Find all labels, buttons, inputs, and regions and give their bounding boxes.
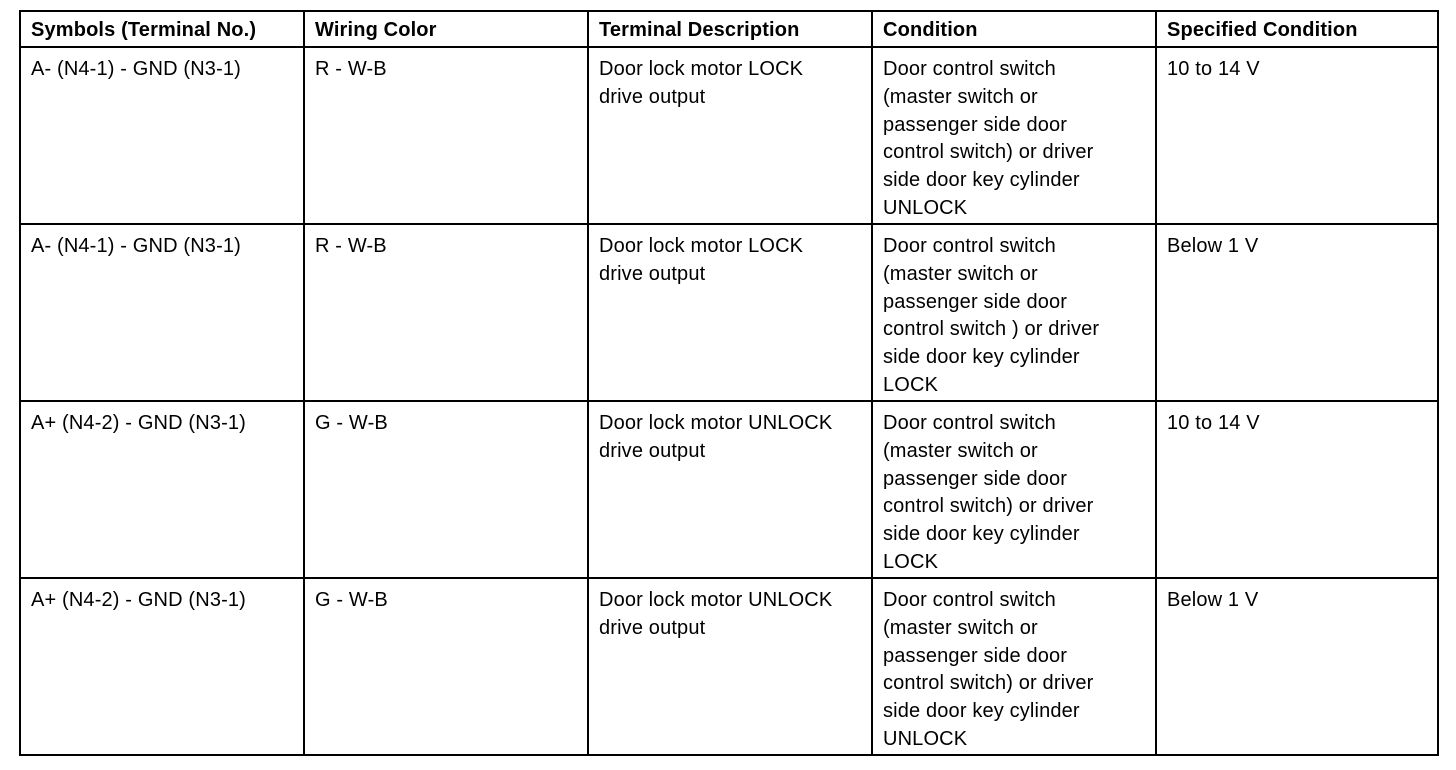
header-wiring-color: Wiring Color	[304, 11, 588, 47]
condition-text: Door control switch (master switch or passenger side door control switch) or driver side door key cylinder UNLOCK	[883, 589, 1094, 750]
terminal-description-text: Door lock motor UNLOCK drive output	[599, 412, 833, 462]
symbols-text: A- (N4-1) - GND (N3-1)	[31, 58, 241, 80]
cell-wiring-color	[304, 578, 588, 755]
condition-text: Door control switch (master switch or passenger side door control switch) or driver side door key cylinder UNLOCK	[883, 58, 1094, 219]
cell-specified-condition	[1156, 401, 1438, 578]
cell-specified-condition	[1156, 47, 1438, 224]
table-header	[20, 11, 1438, 47]
cell-wiring-color	[304, 401, 588, 578]
cell-condition	[872, 401, 1156, 578]
cell-terminal-description	[588, 47, 872, 224]
header-terminal-description: Terminal Description	[588, 11, 872, 47]
cell-specified-condition	[1156, 224, 1438, 401]
table-row	[20, 578, 1438, 755]
table-row	[20, 224, 1438, 401]
cell-symbols	[20, 401, 304, 578]
header-specified-condition: Specified Condition	[1156, 11, 1438, 47]
header-row	[20, 11, 1438, 47]
specified-condition-text: Below 1 V	[1167, 235, 1259, 257]
header-symbols: Symbols (Terminal No.)	[20, 11, 304, 47]
condition-text: Door control switch (master switch or passenger side door control switch ) or driver side door key cylinder LOCK	[883, 235, 1100, 396]
specified-condition-text: 10 to 14 V	[1167, 58, 1260, 80]
wiring-color-text: R - W-B	[315, 235, 387, 257]
cell-condition	[872, 47, 1156, 224]
table-body	[20, 47, 1438, 755]
cell-symbols	[20, 224, 304, 401]
cell-wiring-color	[304, 47, 588, 224]
symbols-text: A+ (N4-2) - GND (N3-1)	[31, 589, 246, 611]
wiring-color-text: G - W-B	[315, 412, 388, 434]
wiring-color-text: R - W-B	[315, 58, 387, 80]
cell-terminal-description	[588, 578, 872, 755]
terminal-description-text: Door lock motor UNLOCK drive output	[599, 589, 833, 639]
cell-wiring-color	[304, 224, 588, 401]
wiring-color-text: G - W-B	[315, 589, 388, 611]
header-condition: Condition	[872, 11, 1156, 47]
cell-terminal-description	[588, 224, 872, 401]
table-row	[20, 47, 1438, 224]
condition-text: Door control switch (master switch or passenger side door control switch) or driver side door key cylinder LOCK	[883, 412, 1094, 573]
cell-condition	[872, 224, 1156, 401]
cell-condition	[872, 578, 1156, 755]
specified-condition-text: Below 1 V	[1167, 589, 1259, 611]
symbols-text: A- (N4-1) - GND (N3-1)	[31, 235, 241, 257]
terminal-description-text: Door lock motor LOCK drive output	[599, 58, 804, 108]
specified-condition-text: 10 to 14 V	[1167, 412, 1260, 434]
cell-terminal-description	[588, 401, 872, 578]
cell-specified-condition	[1156, 578, 1438, 755]
terminal-specification-table	[19, 10, 1439, 756]
table-row	[20, 401, 1438, 578]
terminal-description-text: Door lock motor LOCK drive output	[599, 235, 804, 285]
cell-symbols	[20, 47, 304, 224]
symbols-text: A+ (N4-2) - GND (N3-1)	[31, 412, 246, 434]
cell-symbols	[20, 578, 304, 755]
